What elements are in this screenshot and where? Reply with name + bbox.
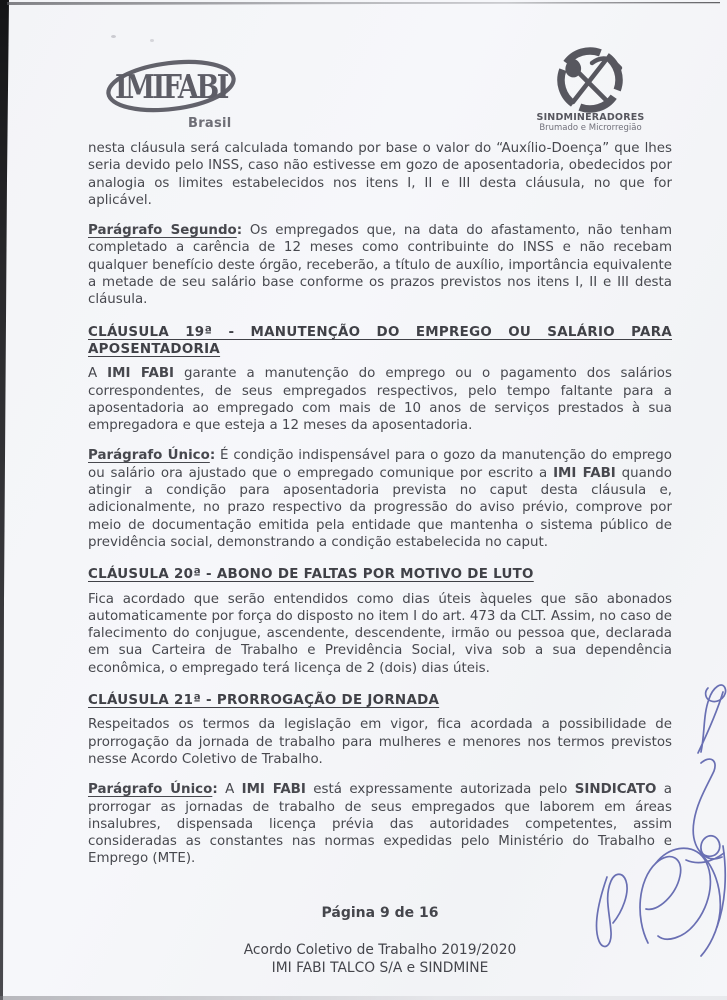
clause-20-body: Fica acordado que serão entendidos como dias úteis àqueles que são abonados automaticamente por força do disposto no item I do art. 473 da CLT. Assim, no caso de falecimento do conjugue, ascendente, descendente, irmão ou pessoa que, declarada em sua Carteira de Trabalho e Previdência Social, viva sob a sua dependência econômica, o empregado terá licença de 2 (dois) dias úteis. <box>88 591 672 676</box>
clause-19-heading: CLÁUSULA 19ª - MANUTENÇÃO DO EMPREGO OU SALÁRIO PARA APOSENTADORIA <box>88 324 672 357</box>
letterhead <box>0 0 727 145</box>
clause-19-body: A IMI FABI garante a manutenção do emprego ou o pagamento dos salários correspondentes, de seus empregados respectivos, pelo tempo faltante para a aposentadoria ao empregado com mais de 10 anos de serviços prestados à sua empregadora e que esteja a 12 meses da aposentadoria. <box>88 366 672 434</box>
page-number: Página 9 de 16 <box>321 905 439 921</box>
imifabi-logo-subtitle: Brasil <box>188 116 232 131</box>
paragraph-segundo: Parágrafo Segundo: Os empregados que, na data do afastamento, não tenham completado a carência de 12 meses como contribuinte do INSS e não recebam qualquer benefício deste órgão, receberão, a título de auxílio, importância equivalente a metade de seu salário base conforme os prazos previstos nos itens I, II e III desta cláusula. <box>88 223 672 308</box>
clause-20-heading: CLÁUSULA 20ª - ABONO DE FALTAS POR MOTIVO DE LUTO <box>88 567 534 583</box>
svg-text:IMIFABI: IMIFABI <box>115 67 229 106</box>
sindmineradores-logo-line1: SINDMINERADORES <box>536 112 645 123</box>
agreement-body <box>88 140 672 881</box>
document-footer-title <box>88 941 672 977</box>
imifabi-logo <box>103 58 243 122</box>
clause-21-body: Respeitados os termos da legislação em vigor, fica acordada a possibilidade de prorrogação da jornada de trabalho para mulheres e menores nos termos previstos nesse Acordo Coletivo de Trabalho. <box>88 717 672 767</box>
paragraph-continuation: nesta cláusula será calculada tomando por base o valor do “Auxílio-Doença” que lhes seria devido pelo INSS, caso não estivesse em gozo de aposentadoria, obedecidos por analogia os limites estabelecidos nos itens I, II e III desta cláusula, no que for aplicável. <box>88 141 672 208</box>
sindmineradores-logo-line2: Brumado e Microrregião <box>539 123 642 133</box>
sindmineradores-logo-caption <box>528 113 653 133</box>
footer-line2: IMI FABI TALCO S/A e SINDMINE <box>271 960 489 976</box>
clause-21-heading: CLÁUSULA 21ª - PRORROGAÇÃO DE JORNADA <box>88 693 440 709</box>
footer-line1: Acordo Coletivo de Trabalho 2019/2020 <box>243 942 517 958</box>
clause-19-paragrafo-unico: Parágrafo Único: É condição indispensável para o gozo da manutenção do emprego ou salário ora ajustado que o empregado comunique por escrito a IMI FABI quando atingir a condição para aposentadoria prevista no caput desta cláusula e, adicionalmente, no prazo respectivo da progressão do aviso prévio, comprove por meio de documentação emitida pela entidade que mantenha o sistema público de previdência social, demonstrando a condição estabelecida no caput. <box>88 448 672 550</box>
sindmineradores-logo <box>540 46 650 116</box>
clause-21-paragrafo-unico: Parágrafo Único: A IMI FABI está expressamente autorizada pelo SINDICATO a prorrogar as jornadas de trabalho de seus empregados que laborem em áreas insalubres, dispensada licença prévia das autoridades competentes, assim consideradas as constantes nas normas expedidas pelo Ministério do Trabalho e Emprego (MTE). <box>88 782 672 867</box>
scan-edge-bottom <box>0 996 727 1000</box>
